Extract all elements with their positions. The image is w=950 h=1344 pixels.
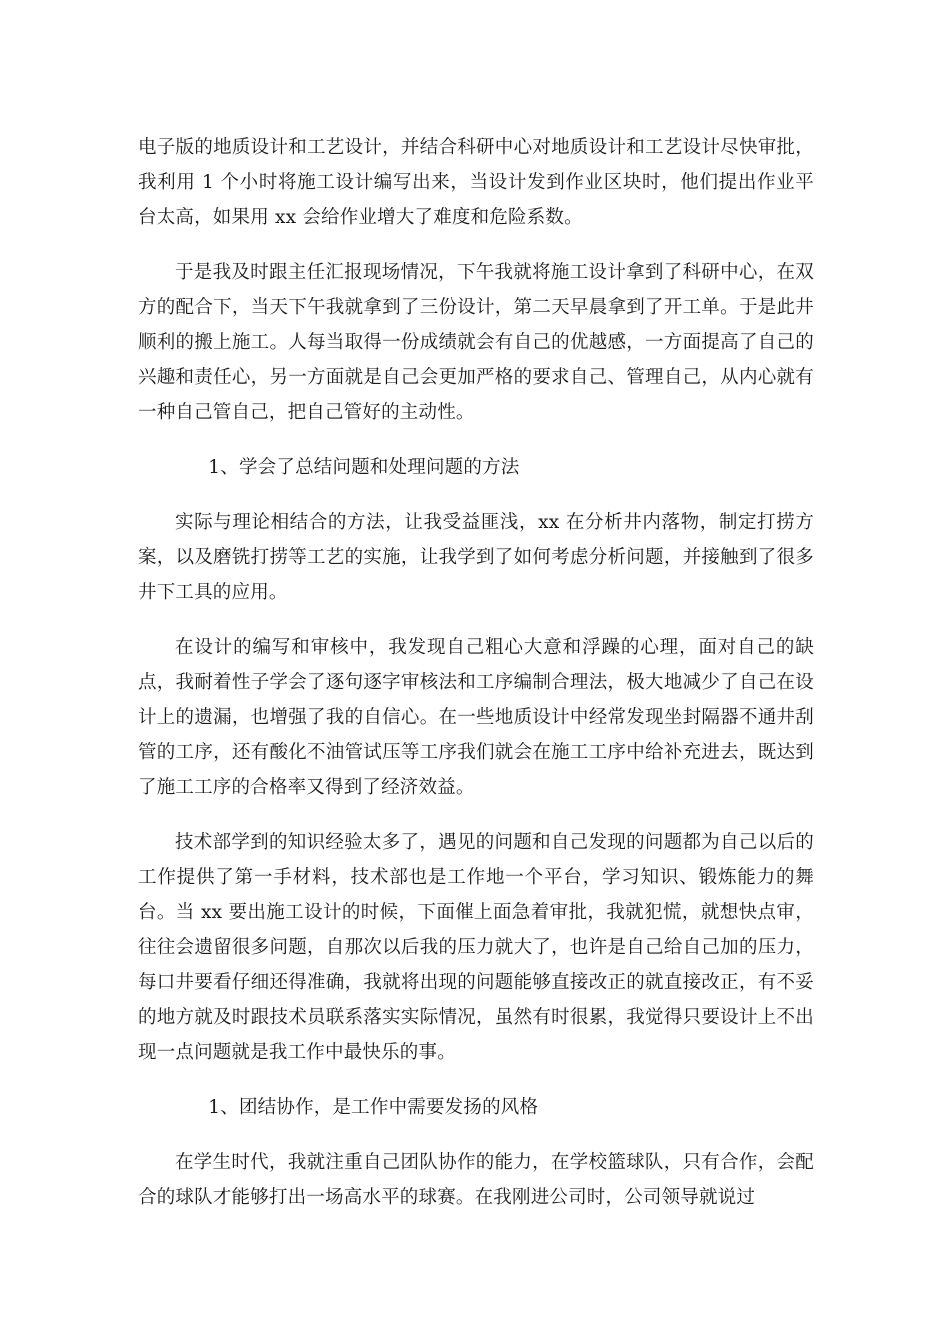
paragraph: 在设计的编写和审核中，我发现自己粗心大意和浮躁的心理，面对自己的缺点，我耐着性子学会了逐句逐字审核法和工序编制合理法，极大地减少了自己在设计上的遗漏，也增强了我的自信心。在一些地质设计中经常发现坐封隔器不通井刮管的工序，还有酸化不油管试压等工序我们就会在施工工序中给补充进去，既达到了施工工序的合格率又得到了经济效益。	[138, 637, 814, 798]
section-heading: 1、学会了总结问题和处理问题的方法	[208, 457, 520, 478]
paragraph: 在学生时代，我就注重自己团队协作的能力，在学校篮球队，只有合作，会配合的球队才能够打出一场高水平的球赛。在我刚进公司时，公司领导就说过	[138, 1152, 814, 1208]
paragraph: 于是我及时跟主任汇报现场情况，下午我就将施工设计拿到了科研中心，在双方的配合下，当天下午我就拿到了三份设计，第二天早晨拿到了开工单。于是此井顺利的搬上施工。人每当取得一份成绩就会有自己的优越感，一方面提高了自己的兴趣和责任心，另一方面就是自己会更加严格的要求自己、管理自己，从内心就有一种自己管自己，把自己管好的主动性。	[138, 262, 814, 423]
paragraph-continuation: 电子版的地质设计和工艺设计，并结合科研中心对地质设计和工艺设计尽快审批，我利用 1 个小时将施工设计编写出来，当设计发到作业区块时，他们提出作业平台太高，如果用 xx 会给作业增大了难度和危险系数。	[138, 137, 814, 228]
paragraph: 技术部学到的知识经验太多了，遇见的问题和自己发现的问题都为自己以后的工作提供了第一手材料，技术部也是工作地一个平台，学习知识、锻炼能力的舞台。当 xx 要出施工设计的时候，下面催上面急着审批，我就犯慌，就想快点审，往往会遗留很多问题，自那次以后我的压力就大了，也许是自己给自己加的压力，每口井要看仔细还得准确，我就将出现的问题能够直接改正的就直接改正，有不妥的地方就及时跟技术员联系落实实际情况，虽然有时很累，我觉得只要设计上不出现一点问题就是我工作中最快乐的事。	[138, 832, 814, 1063]
section-heading: 1、团结协作，是工作中需要发扬的风格	[208, 1097, 539, 1118]
document-body	[138, 130, 814, 1235]
paragraph: 实际与理论相结合的方法，让我受益匪浅，xx 在分析井内落物，制定打捞方案，以及磨铣打捞等工艺的实施，让我学到了如何考虑分析问题，并接触到了很多井下工具的应用。	[138, 512, 814, 603]
